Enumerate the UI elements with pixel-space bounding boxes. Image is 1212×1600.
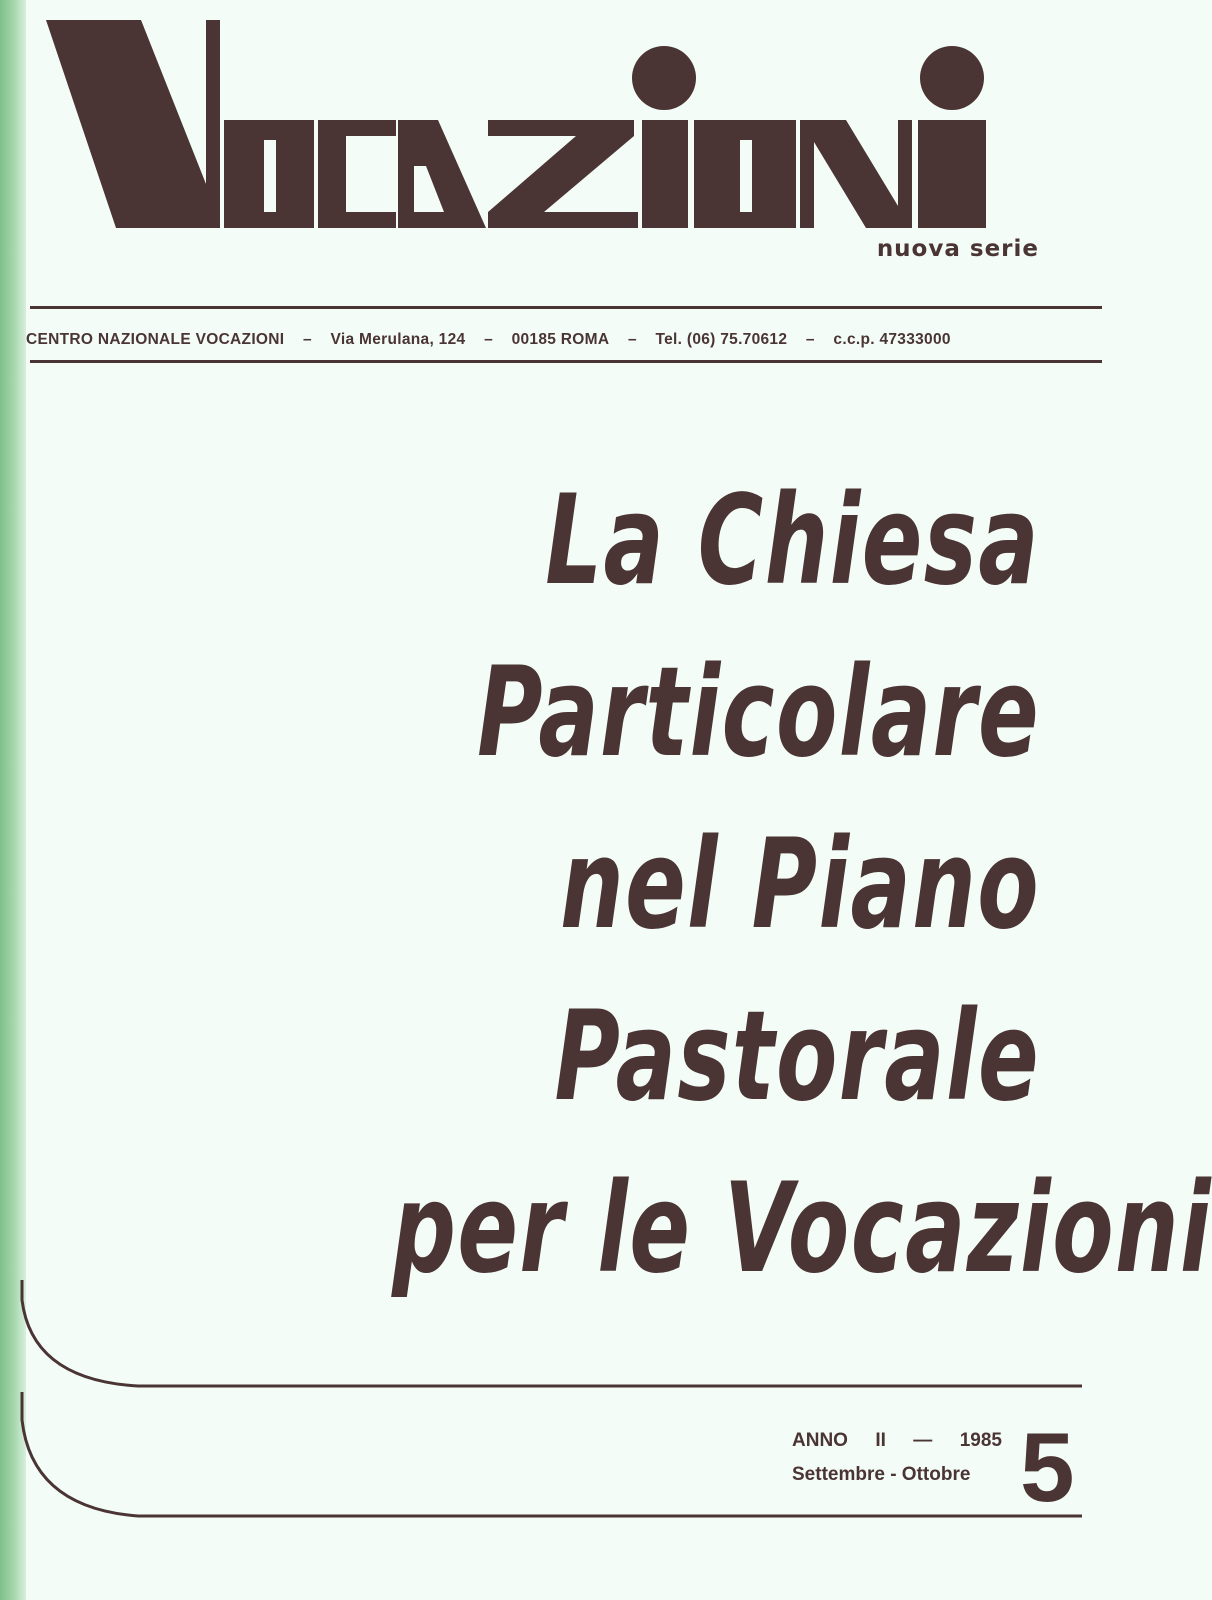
- masthead-bottom-rule: [30, 360, 1102, 363]
- masthead: [30, 0, 1100, 300]
- vocazioni-logo: [46, 16, 1026, 231]
- postal-account: c.c.p. 47333000: [833, 331, 951, 348]
- year-roman: II: [875, 1430, 886, 1451]
- cover-frame-lines: [18, 1280, 1108, 1540]
- title-line: La Chiesa: [545, 469, 1040, 613]
- title-line: Particolare: [477, 641, 1040, 785]
- organization-name: CENTRO NAZIONALE VOCAZIONI: [26, 331, 285, 348]
- year: 1985: [959, 1430, 1002, 1451]
- address-separator: –: [484, 331, 493, 348]
- address-separator: –: [627, 331, 637, 348]
- address-separator: –: [805, 331, 815, 348]
- masthead-subtitle: nuova serie: [876, 236, 1039, 262]
- masthead-top-rule: [30, 306, 1102, 309]
- address-bar: [26, 331, 1106, 349]
- issue-info: [792, 1424, 1002, 1492]
- title-line: Pastorale: [554, 985, 1040, 1129]
- phone-number: Tel. (06) 75.70612: [655, 331, 788, 348]
- city-postcode: 00185 ROMA: [511, 331, 610, 348]
- title-line: nel Piano: [560, 813, 1040, 957]
- address-separator: –: [303, 331, 312, 348]
- street-address: Via Merulana, 124: [330, 331, 466, 348]
- issue-period: Settembre - Ottobre: [792, 1464, 971, 1485]
- issue-number: 5: [1020, 1412, 1075, 1522]
- year-dash: —: [913, 1430, 933, 1451]
- cover-title: [140, 455, 1212, 1315]
- year-label: ANNO: [792, 1430, 848, 1451]
- title-line: per le Vocazioni: [392, 1157, 1212, 1301]
